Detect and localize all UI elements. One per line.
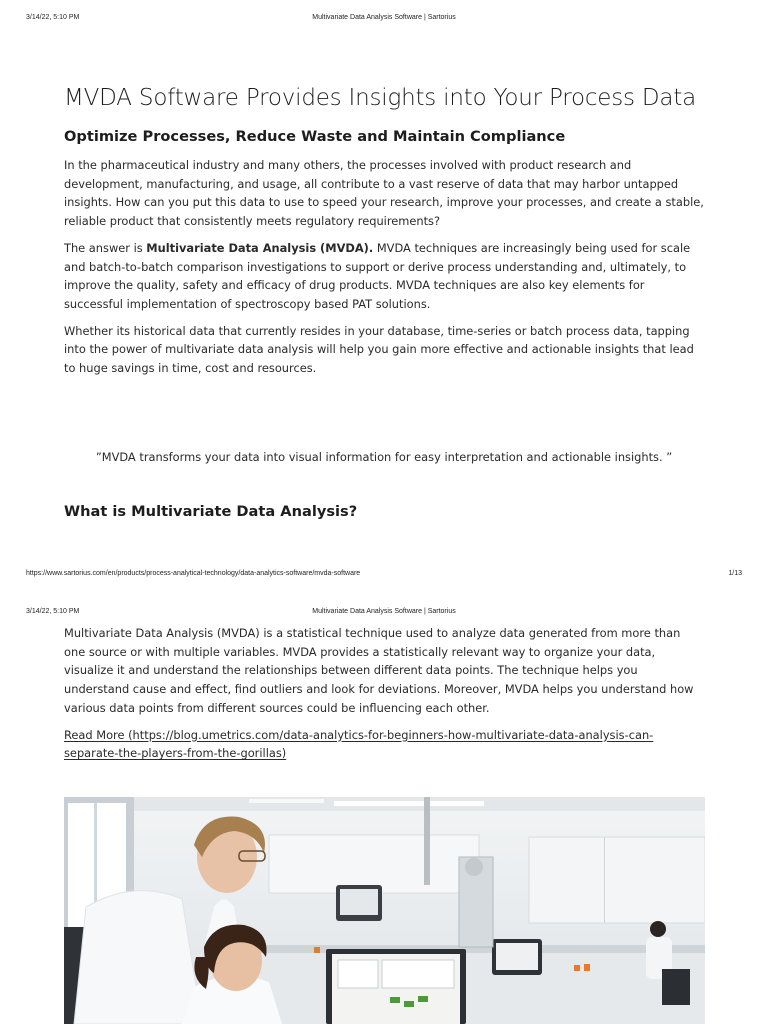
article-page-2 — [64, 624, 704, 763]
print-header — [0, 14, 768, 28]
print-footer — [0, 570, 768, 584]
pull-quote: ”MVDA transforms your data into visual information for easy interpretation and actionable insights. ” — [95, 450, 673, 464]
definition-paragraph: Multivariate Data Analysis (MVDA) is a statistical technique used to analyze data generated from more than one source or with multiple variables. MVDA provides a statistically relevant way to organize your data, visualize it and understand the relationships between different data points. The technique helps you understand cause and effect, find outliers and look for deviations. Moreover, MVDA helps you understand how various data points from different sources could be influencing each other. — [64, 626, 694, 715]
print-datetime: 3/14/22, 5:10 PM — [26, 608, 80, 615]
benefit-paragraph: Whether its historical data that currently resides in your database, time-series or batch process data, tapping into the power of multivariate data analysis will help you gain more effective and actionable insights that lead to huge savings in time, cost and resources. — [64, 323, 694, 376]
lab-photo — [64, 797, 705, 1024]
lab-photo-illustration — [64, 797, 705, 1024]
answer-rest: MVDA techniques are increasingly being used for scale and batch-to-batch comparison investigations to support or derive process understanding and, ultimately, to improve the quality, safety and efficacy of drug products. MVDA techniques are also key elements for successful implementation of spectroscopy based PAT solutions. — [64, 240, 691, 311]
print-header — [0, 608, 768, 622]
section-heading: What is Multivariate Data Analysis? — [64, 503, 358, 520]
print-datetime: 3/14/22, 5:10 PM — [26, 14, 80, 21]
print-url: https://www.sartorius.com/en/products/process-analytical-technology/data-analytics-software/mvda-software — [26, 570, 361, 577]
print-page-title: Multivariate Data Analysis Software | Sartorius — [312, 14, 456, 21]
article-page-1 — [64, 85, 704, 520]
page-subtitle: Optimize Processes, Reduce Waste and Maintain Compliance — [64, 128, 566, 145]
intro-paragraph: In the pharmaceutical industry and many others, the processes involved with product research and development, manufacturing, and usage, all contribute to a vast reserve of data that may harbor untapped insights. How can you put this data to use to speed your research, improve your processes, and create a stable, reliable product that consistently meets regulatory requirements? — [64, 158, 704, 229]
read-more-link[interactable]: Read More (https://blog.umetrics.com/data-analytics-for-beginners-how-multivariate-data-analysis-can-separate-the-players-from-the-gorillas) — [64, 727, 654, 761]
page-title: MVDA Software Provides Insights into Your Process Data — [64, 85, 697, 111]
read-more — [64, 726, 704, 763]
answer-prefix: The answer is — [64, 240, 147, 255]
print-page-number: 1/13 — [728, 570, 742, 577]
answer-paragraph — [64, 239, 704, 314]
print-page-title: Multivariate Data Analysis Software | Sartorius — [312, 608, 456, 615]
mvda-bold-term: Multivariate Data Analysis (MVDA). — [146, 240, 374, 255]
